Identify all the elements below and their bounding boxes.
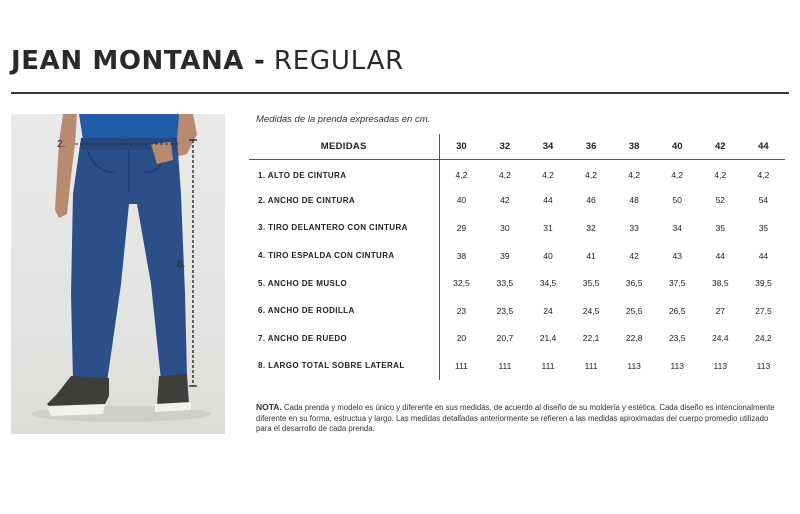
measure-value: 20 — [456, 333, 467, 344]
measure-value: 38 — [456, 250, 467, 261]
measure-value: 27 — [715, 305, 726, 316]
size-header: 30 — [439, 134, 483, 159]
table-row — [249, 269, 785, 297]
product-name: JEAN MONTANA — [11, 46, 245, 76]
measure-value: 4,2 — [499, 170, 511, 181]
measure-value: 32,5 — [453, 278, 470, 289]
title-separator: - — [254, 46, 265, 76]
measure-label: 3. TIRO DELANTERO CON CINTURA — [249, 214, 439, 242]
measure-value: 21,4 — [539, 333, 557, 344]
measure-value: 42 — [500, 195, 510, 206]
measure-value: 24,4 — [712, 333, 729, 344]
measure-value: 113 — [627, 360, 641, 371]
measure-value: 20,7 — [496, 333, 514, 344]
measure-value: 23,5 — [668, 333, 686, 344]
measure-value: 30 — [500, 222, 510, 233]
size-header: 34 — [526, 134, 569, 159]
table-row — [249, 352, 785, 380]
measure-value: 52 — [715, 195, 726, 206]
measure-value: 113 — [713, 360, 728, 371]
measure-value: 22,1 — [582, 333, 600, 344]
size-chart-table — [249, 134, 785, 380]
note-label: NOTA. — [256, 402, 282, 412]
jeans-model-illustration — [11, 114, 225, 434]
measure-value: 4,2 — [455, 170, 468, 181]
table-row — [249, 325, 785, 353]
measure-value: 44 — [758, 250, 769, 261]
measure-label: 5. ANCHO DE MUSLO — [249, 269, 439, 297]
measure-value: 34 — [672, 222, 682, 233]
measure-value: 33,5 — [496, 278, 514, 289]
right-shoe — [157, 374, 189, 406]
measure-value: 24 — [543, 305, 553, 316]
measure-label: 7. ANCHO DE RUEDO — [249, 325, 439, 353]
measure-value: 24,2 — [755, 333, 772, 344]
shirt — [79, 114, 179, 140]
measure-value: 31 — [543, 222, 553, 233]
measure-value: 24,5 — [582, 305, 600, 316]
table-row — [249, 187, 785, 215]
size-header: 42 — [699, 134, 742, 159]
measure-value: 23 — [456, 305, 467, 316]
measure-value: 42 — [629, 250, 639, 261]
marker-waist: 2. — [57, 139, 66, 150]
measure-value: 39 — [500, 250, 510, 261]
measure-value: 44 — [715, 250, 726, 261]
measure-label: 8. LARGO TOTAL SOBRE LATERAL — [249, 352, 439, 380]
left-shoe-sole — [47, 404, 105, 416]
measure-value: 54 — [758, 195, 769, 206]
measure-value: 4,2 — [671, 170, 684, 181]
measure-value: 4,2 — [542, 170, 554, 181]
measure-value: 113 — [670, 360, 684, 371]
table-row — [249, 242, 785, 270]
measure-value: 44 — [543, 195, 553, 206]
measure-label: 2. ANCHO DE CINTURA — [249, 187, 439, 215]
size-header: 36 — [570, 134, 613, 159]
measure-label: 1. ALTO DE CINTURA — [249, 159, 439, 187]
measure-value: 22,8 — [625, 333, 643, 344]
measure-value: 34,5 — [539, 278, 557, 289]
measure-value: 25,5 — [625, 305, 643, 316]
measure-value: 39,5 — [755, 278, 772, 289]
measure-value: 37,5 — [668, 278, 686, 289]
table-row — [249, 159, 785, 187]
measure-value: 38,5 — [712, 278, 729, 289]
measure-value: 48 — [629, 195, 639, 206]
measure-value: 29 — [456, 222, 467, 233]
measure-label: 6. ANCHO DE RODILLA — [249, 297, 439, 325]
product-fit: REGULAR — [273, 46, 405, 76]
measure-value: 4,2 — [585, 170, 597, 181]
page-title — [11, 46, 404, 82]
measure-value: 27,5 — [755, 305, 772, 316]
title-divider — [11, 92, 789, 94]
size-header: 44 — [742, 134, 785, 159]
measure-value: 111 — [584, 360, 598, 371]
measure-label: 4. TIRO ESPALDA CON CINTURA — [249, 242, 439, 270]
size-header: 40 — [656, 134, 699, 159]
measure-value: 4,2 — [714, 170, 727, 181]
measure-value: 4,2 — [757, 170, 770, 181]
table-row — [249, 297, 785, 325]
measure-value: 4,2 — [628, 170, 641, 181]
measure-value: 111 — [541, 360, 555, 371]
measure-value: 26,5 — [668, 305, 686, 316]
measure-value: 46 — [586, 195, 596, 206]
measure-value: 23,5 — [496, 305, 514, 316]
measure-value: 36,5 — [625, 278, 643, 289]
measure-value: 33 — [629, 222, 639, 233]
measure-value: 32 — [586, 222, 596, 233]
units-caption: Medidas de la prenda expresadas en cm. — [256, 114, 431, 125]
measure-value: 41 — [586, 250, 596, 261]
measure-column-header: MEDIDAS — [249, 134, 439, 159]
measure-value: 111 — [454, 360, 468, 371]
size-header: 38 — [613, 134, 656, 159]
measure-value: 50 — [672, 195, 682, 206]
measure-value: 40 — [543, 250, 553, 261]
measure-value: 35,5 — [582, 278, 600, 289]
measure-value: 113 — [756, 360, 771, 371]
size-header: 32 — [483, 134, 526, 159]
measure-value: 35 — [758, 222, 769, 233]
disclaimer-note — [256, 402, 786, 435]
measure-value: 43 — [672, 250, 682, 261]
measure-value: 40 — [456, 195, 467, 206]
table-header-row — [249, 134, 785, 159]
measure-value: 111 — [498, 360, 512, 371]
marker-length: 8. — [177, 259, 186, 270]
table-row — [249, 214, 785, 242]
note-text: Cada prenda y modelo es único y diferente en sus medidas, de acuerdo al diseño de su moldería y estética. Cada diseño es intencionalmente diferente en su forma, estructua y largo. Las medidas detalladas anteriormente se refieren a las medidas aproximadas del cuerpo promedio utilizado para el desarrollo de cada prenda. — [256, 403, 775, 434]
product-photo — [11, 114, 225, 434]
measure-value: 35 — [715, 222, 726, 233]
